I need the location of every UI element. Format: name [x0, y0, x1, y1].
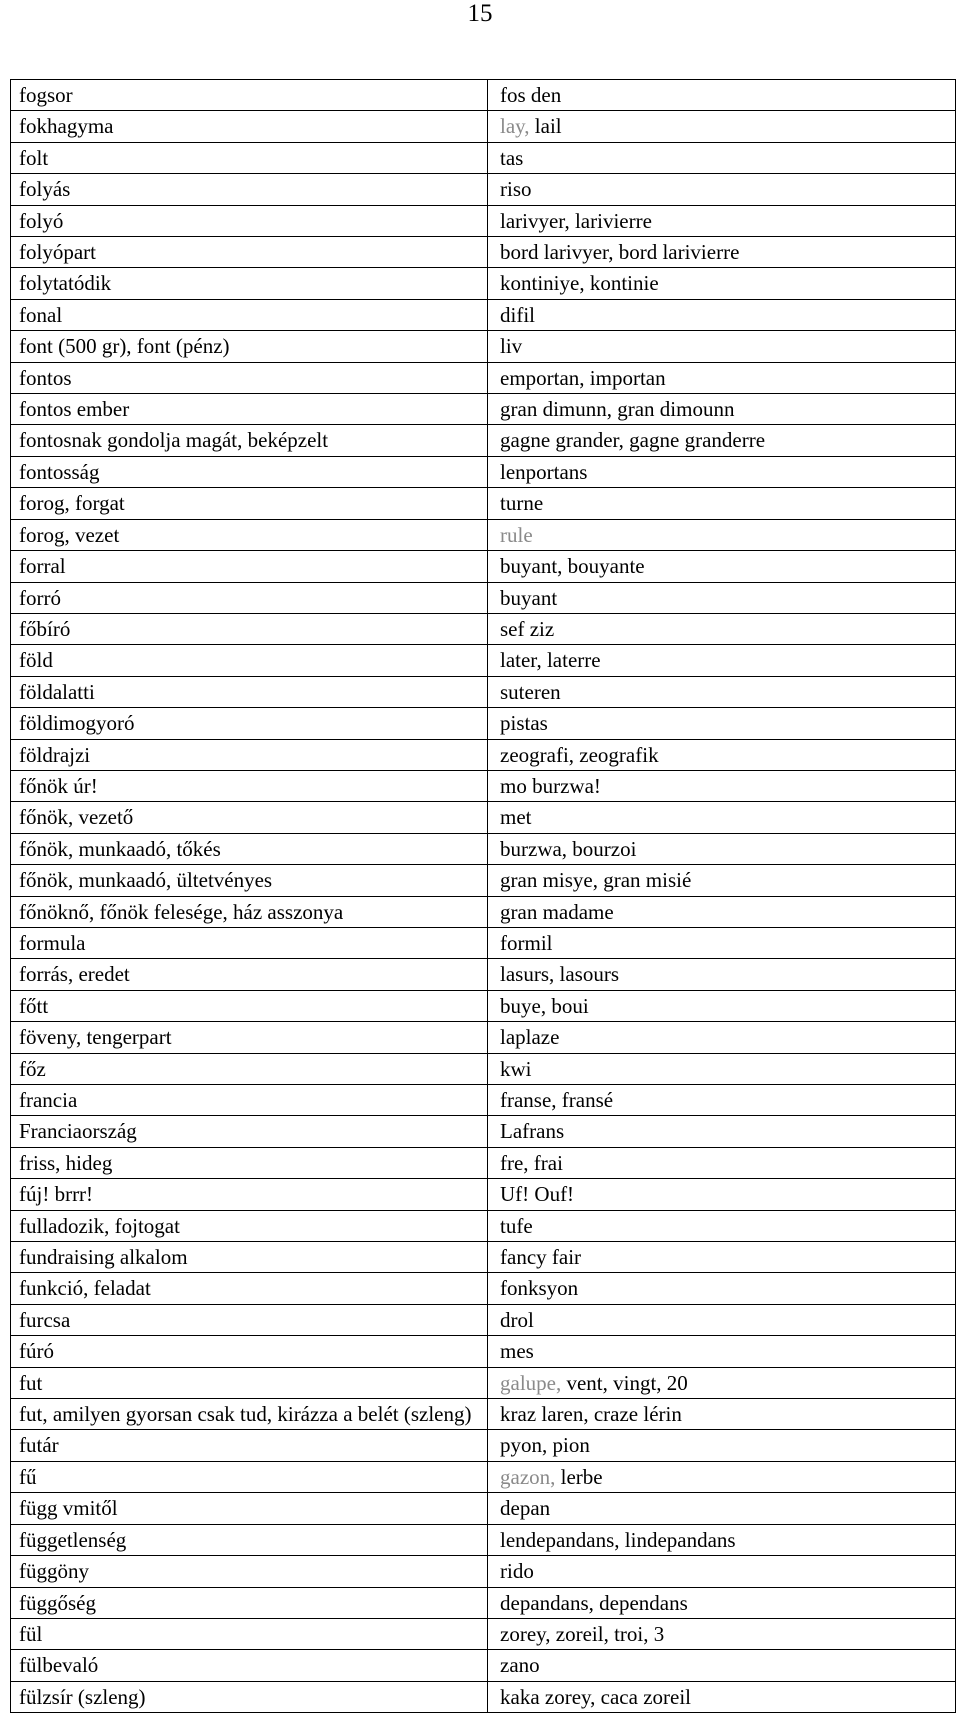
table-row: [11, 990, 956, 1021]
translation-text: buyant, bouyante: [500, 554, 645, 579]
french-translation: [488, 927, 956, 958]
table-row: [11, 1147, 956, 1178]
hungarian-term: földrajzi: [11, 739, 488, 770]
translation-text: kwi: [500, 1056, 532, 1081]
table-row: [11, 645, 956, 676]
french-translation: [488, 299, 956, 330]
french-translation: [488, 1681, 956, 1712]
table-row: [11, 237, 956, 268]
hungarian-term: forral: [11, 551, 488, 582]
dictionary-body: [11, 80, 956, 1713]
french-translation: [488, 237, 956, 268]
table-row: [11, 833, 956, 864]
translation-text: liv: [500, 334, 523, 359]
french-translation: [488, 142, 956, 173]
french-translation: [488, 362, 956, 393]
hungarian-term: főnök, vezető: [11, 802, 488, 833]
table-row: [11, 802, 956, 833]
table-row: [11, 456, 956, 487]
french-translation: [488, 708, 956, 739]
french-translation: [488, 1179, 956, 1210]
translation-text: lenportans: [500, 459, 588, 484]
table-row: [11, 1587, 956, 1618]
french-translation: [488, 205, 956, 236]
french-translation: [488, 331, 956, 362]
hungarian-term: forog, vezet: [11, 519, 488, 550]
translation-greyed: galupe,: [500, 1370, 562, 1395]
french-translation: [488, 80, 956, 111]
table-row: [11, 959, 956, 990]
translation-text: Lafrans: [500, 1119, 565, 1144]
hungarian-term: font (500 gr), font (pénz): [11, 331, 488, 362]
french-translation: [488, 174, 956, 205]
hungarian-term: fontosság: [11, 456, 488, 487]
hungarian-term: furcsa: [11, 1304, 488, 1335]
hungarian-term: földimogyoró: [11, 708, 488, 739]
french-translation: [488, 456, 956, 487]
hungarian-term: fonal: [11, 299, 488, 330]
hungarian-term: fontos ember: [11, 394, 488, 425]
table-row: [11, 1304, 956, 1335]
translation-text: zano: [500, 1653, 540, 1678]
french-translation: [488, 896, 956, 927]
table-row: [11, 1430, 956, 1461]
table-row: [11, 205, 956, 236]
french-translation: [488, 1085, 956, 1116]
table-row: [11, 488, 956, 519]
hungarian-term: funkció, feladat: [11, 1273, 488, 1304]
translation-text: pyon, pion: [500, 1433, 590, 1458]
translation-text: gran misye, gran misié: [500, 868, 692, 893]
translation-text: fancy fair: [500, 1245, 582, 1270]
french-translation: [488, 1556, 956, 1587]
translation-text: turne: [500, 491, 544, 516]
hungarian-term: főnök úr!: [11, 770, 488, 801]
translation-text: lerbe: [555, 1464, 603, 1489]
hungarian-term: függöny: [11, 1556, 488, 1587]
hungarian-term: fokhagyma: [11, 111, 488, 142]
hungarian-term: folyó: [11, 205, 488, 236]
table-row: [11, 1022, 956, 1053]
translation-text: bord larivyer, bord larivierre: [500, 240, 740, 265]
table-row: [11, 770, 956, 801]
hungarian-term: forog, forgat: [11, 488, 488, 519]
hungarian-term: fű: [11, 1461, 488, 1492]
french-translation: [488, 1367, 956, 1398]
translation-text: mo burzwa!: [500, 773, 601, 798]
hungarian-term: forró: [11, 582, 488, 613]
french-translation: [488, 990, 956, 1021]
hungarian-term: forrás, eredet: [11, 959, 488, 990]
hungarian-term: folyás: [11, 174, 488, 205]
hungarian-term: föveny, tengerpart: [11, 1022, 488, 1053]
french-translation: [488, 770, 956, 801]
table-row: [11, 708, 956, 739]
hungarian-term: Franciaország: [11, 1116, 488, 1147]
french-translation: [488, 613, 956, 644]
translation-text: later, laterre: [500, 648, 601, 673]
french-translation: [488, 1053, 956, 1084]
table-row: [11, 865, 956, 896]
french-translation: [488, 1304, 956, 1335]
hungarian-term: fontos: [11, 362, 488, 393]
french-translation: [488, 1618, 956, 1649]
french-translation: [488, 1210, 956, 1241]
french-translation: [488, 1524, 956, 1555]
french-translation: [488, 1430, 956, 1461]
french-translation: [488, 519, 956, 550]
translation-text: emportan, importan: [500, 365, 666, 390]
table-row: [11, 927, 956, 958]
hungarian-term: friss, hideg: [11, 1147, 488, 1178]
french-translation: [488, 425, 956, 456]
french-translation: [488, 582, 956, 613]
translation-text: tufe: [500, 1213, 533, 1238]
table-row: [11, 1336, 956, 1367]
translation-text: gagne grander, gagne granderre: [500, 428, 766, 453]
translation-text: kraz laren, craze lérin: [500, 1402, 682, 1427]
table-row: [11, 1556, 956, 1587]
table-row: [11, 1493, 956, 1524]
french-translation: [488, 802, 956, 833]
translation-greyed: lay,: [500, 114, 530, 139]
french-translation: [488, 1461, 956, 1492]
french-translation: [488, 1242, 956, 1273]
table-row: [11, 1210, 956, 1241]
translation-text: lail: [529, 114, 562, 139]
table-row: [11, 268, 956, 299]
table-row: [11, 142, 956, 173]
french-translation: [488, 1022, 956, 1053]
translation-text: Uf! Ouf!: [500, 1182, 575, 1207]
table-row: [11, 174, 956, 205]
table-row: [11, 1524, 956, 1555]
translation-text: lendepandans, lindepandans: [500, 1527, 736, 1552]
hungarian-term: fundraising alkalom: [11, 1242, 488, 1273]
french-translation: [488, 1493, 956, 1524]
translation-text: formil: [500, 930, 553, 955]
table-row: [11, 299, 956, 330]
translation-text: fre, frai: [500, 1150, 563, 1175]
french-translation: [488, 111, 956, 142]
table-row: [11, 1618, 956, 1649]
french-translation: [488, 1650, 956, 1681]
french-translation: [488, 739, 956, 770]
table-row: [11, 331, 956, 362]
translation-text: gran dimunn, gran dimounn: [500, 397, 735, 422]
translation-text: sef ziz: [500, 616, 555, 641]
french-translation: [488, 551, 956, 582]
translation-text: lasurs, lasours: [500, 962, 619, 987]
table-row: [11, 519, 956, 550]
hungarian-term: főbíró: [11, 613, 488, 644]
translation-text: rido: [500, 1559, 534, 1584]
table-row: [11, 739, 956, 770]
hungarian-term: főnöknő, főnök felesége, ház asszonya: [11, 896, 488, 927]
hungarian-term: függőség: [11, 1587, 488, 1618]
table-row: [11, 1681, 956, 1712]
hungarian-term: föld: [11, 645, 488, 676]
hungarian-term: francia: [11, 1085, 488, 1116]
hungarian-term: fontosnak gondolja magát, beképzelt: [11, 425, 488, 456]
hungarian-term: fülzsír (szleng): [11, 1681, 488, 1712]
table-row: [11, 1085, 956, 1116]
hungarian-term: főtt: [11, 990, 488, 1021]
hungarian-term: földalatti: [11, 676, 488, 707]
french-translation: [488, 488, 956, 519]
translation-text: zorey, zoreil, troi, 3: [500, 1621, 665, 1646]
hungarian-term: fül: [11, 1618, 488, 1649]
translation-text: drol: [500, 1307, 534, 1332]
table-row: [11, 394, 956, 425]
hungarian-term: folytatódik: [11, 268, 488, 299]
translation-text: tas: [500, 145, 524, 170]
translation-text: suteren: [500, 679, 561, 704]
table-row: [11, 425, 956, 456]
translation-text: fos den: [500, 83, 562, 107]
translation-greyed: gazon,: [500, 1464, 556, 1489]
hungarian-term: fut, amilyen gyorsan csak tud, kirázza a belét (szleng): [11, 1399, 488, 1430]
french-translation: [488, 645, 956, 676]
translation-text: pistas: [500, 711, 548, 736]
hungarian-term: fut: [11, 1367, 488, 1398]
hungarian-term: függetlenség: [11, 1524, 488, 1555]
table-row: [11, 896, 956, 927]
french-translation: [488, 1399, 956, 1430]
translation-text: mes: [500, 1339, 534, 1364]
translation-text: met: [500, 805, 532, 830]
translation-text: depandans, dependans: [500, 1590, 688, 1615]
table-row: [11, 1116, 956, 1147]
french-translation: [488, 1336, 956, 1367]
dictionary-table: [10, 79, 956, 1713]
table-row: [11, 676, 956, 707]
hungarian-term: főnök, munkaadó, ültetvényes: [11, 865, 488, 896]
table-row: [11, 1399, 956, 1430]
translation-text: zeografi, zeografik: [500, 742, 659, 767]
translation-greyed: rule: [500, 522, 533, 547]
table-row: [11, 1273, 956, 1304]
hungarian-term: főz: [11, 1053, 488, 1084]
hungarian-term: függ vmitől: [11, 1493, 488, 1524]
table-row: [11, 1367, 956, 1398]
hungarian-term: futár: [11, 1430, 488, 1461]
hungarian-term: fogsor: [11, 80, 488, 111]
hungarian-term: folyópart: [11, 237, 488, 268]
table-row: [11, 362, 956, 393]
hungarian-term: formula: [11, 927, 488, 958]
table-row: [11, 613, 956, 644]
translation-text: difil: [500, 302, 535, 327]
hungarian-term: folt: [11, 142, 488, 173]
page-number: 15: [467, 0, 493, 27]
translation-text: franse, fransé: [500, 1088, 614, 1112]
hungarian-term: fulladozik, fojtogat: [11, 1210, 488, 1241]
table-row: [11, 111, 956, 142]
hungarian-term: főnök, munkaadó, tőkés: [11, 833, 488, 864]
french-translation: [488, 1147, 956, 1178]
french-translation: [488, 394, 956, 425]
french-translation: [488, 865, 956, 896]
french-translation: [488, 268, 956, 299]
translation-text: fonksyon: [500, 1276, 579, 1301]
translation-text: depan: [500, 1496, 551, 1521]
table-row: [11, 551, 956, 582]
hungarian-term: fúj! brrr!: [11, 1179, 488, 1210]
table-row: [11, 1650, 956, 1681]
table-row: [11, 80, 956, 111]
french-translation: [488, 676, 956, 707]
french-translation: [488, 833, 956, 864]
hungarian-term: fúró: [11, 1336, 488, 1367]
french-translation: [488, 1587, 956, 1618]
translation-text: laplaze: [500, 1025, 560, 1050]
table-row: [11, 1053, 956, 1084]
table-row: [11, 1461, 956, 1492]
french-translation: [488, 959, 956, 990]
translation-text: buyant: [500, 585, 558, 610]
table-row: [11, 582, 956, 613]
translation-text: larivyer, larivierre: [500, 208, 652, 233]
french-translation: [488, 1273, 956, 1304]
translation-text: kaka zorey, caca zoreil: [500, 1684, 691, 1709]
hungarian-term: fülbevaló: [11, 1650, 488, 1681]
translation-text: riso: [500, 177, 532, 202]
french-translation: [488, 1116, 956, 1147]
translation-text: burzwa, bourzoi: [500, 836, 637, 861]
table-row: [11, 1242, 956, 1273]
translation-text: gran madame: [500, 899, 614, 924]
translation-text: vent, vingt, 20: [561, 1370, 688, 1395]
table-row: [11, 1179, 956, 1210]
translation-text: buye, boui: [500, 993, 589, 1018]
translation-text: kontiniye, kontinie: [500, 271, 659, 296]
